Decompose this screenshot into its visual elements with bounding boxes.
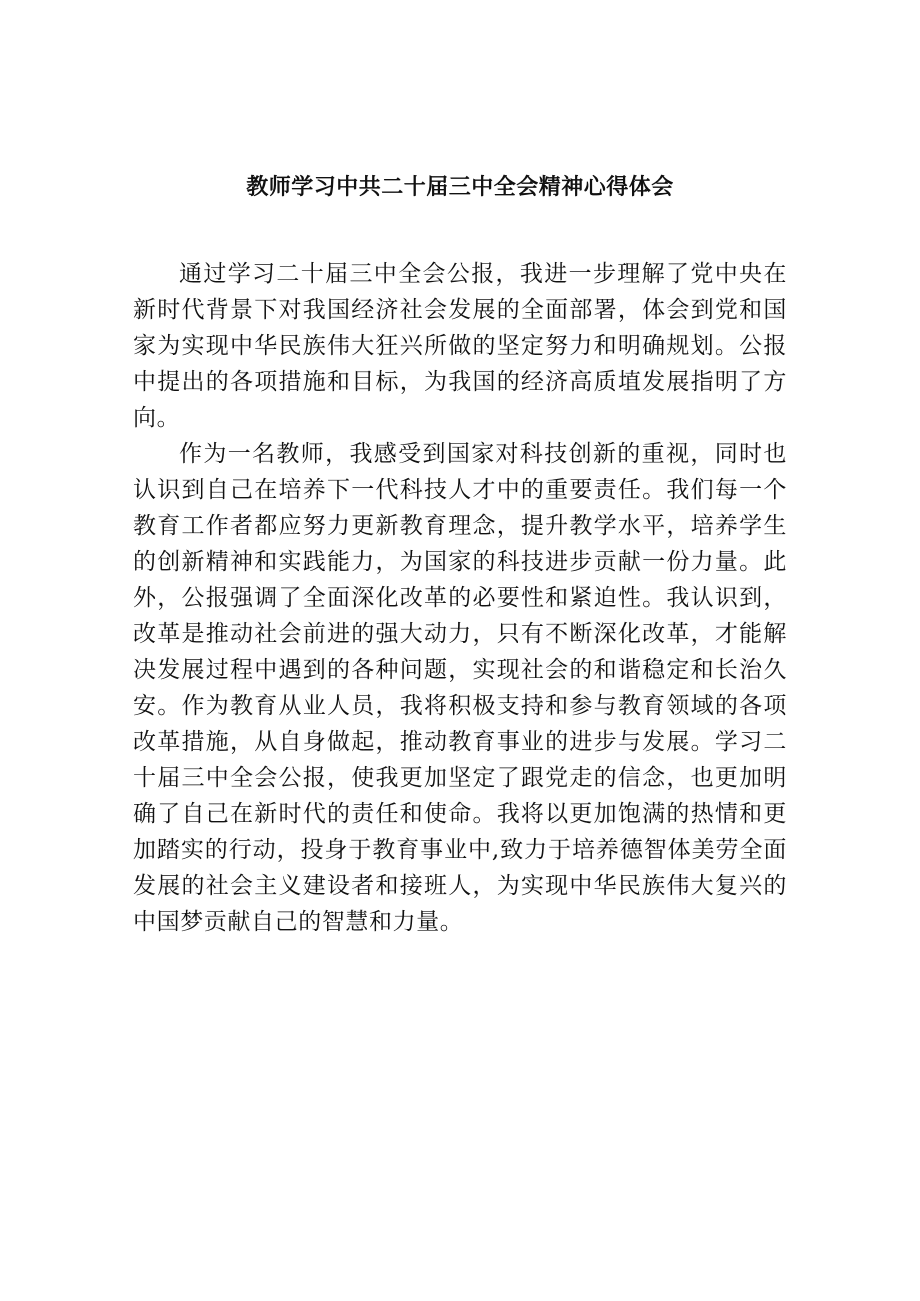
- body-paragraph-1: 通过学习二十届三中全会公报，我进一步理解了党中央在新时代背景下对我国经济社会发展的全面部署，体会到党和国家为实现中华民族伟大狂兴所做的坚定努力和明确规划。公报中提出的各项措施和目标，为我国的经济高质埴发展指明了方向。: [133, 261, 787, 431]
- document-title: 教师学习中共二十届三中全会精神心得体会: [246, 175, 674, 200]
- document-body: [133, 256, 787, 940]
- body-paragraph-2: 作为一名教师，我感受到国家对科技创新的重视，同时也认识到自己在培养下一代科技人才中的重要责任。我们每一个教育工作者都应努力更新教育理念，提升教学水平，培养学生的创新精神和实践能力，为国家的科技进步贡献一份力量。此外，公报强调了全面深化改革的必要性和紧迫性。我认识到，改革是推动社会前进的强大动力，只有不断深化改革，才能解决发展过程中遇到的各种问题，实现社会的和谐稳定和长治久安。作为教育从业人员，我将积极支持和参与教育领域的各项改革措施，从自身做起，推动教育事业的进步与发展。学习二十届三中全会公报，使我更加坚定了跟党走的信念，也更加明确了自己在新时代的责任和使命。我将以更加饱满的热情和更加踏实的行动，投身于教育事业中,致力于培养德智体美劳全面发展的社会主义建设者和接班人，为实现中华民族伟大复兴的中国梦贡献自己的智慧和力量。: [133, 441, 787, 935]
